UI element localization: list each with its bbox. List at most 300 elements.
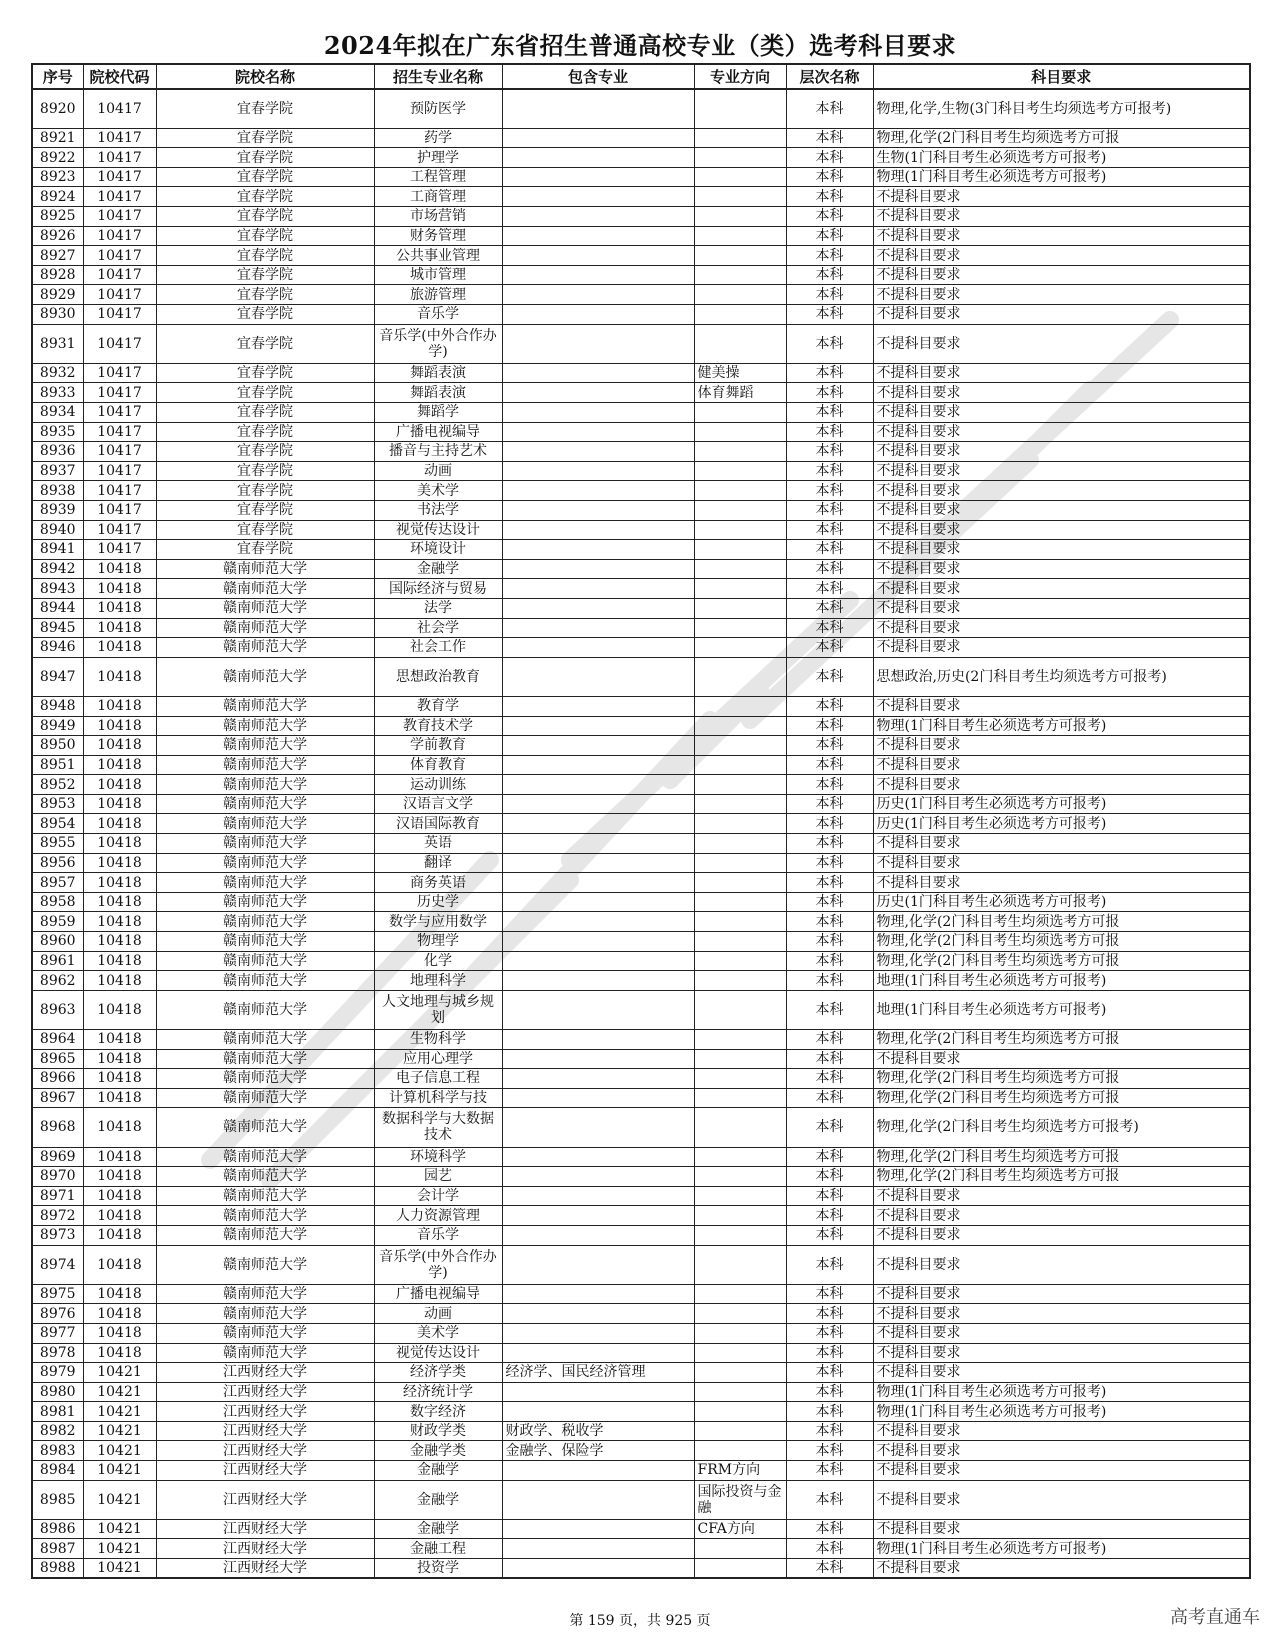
cell-level: 本科 (786, 1559, 873, 1579)
cell-school-code: 10417 (83, 540, 156, 560)
table-row (32, 305, 1250, 325)
cell-major-direction (694, 1225, 786, 1245)
cell-level: 本科 (786, 540, 873, 560)
cell-level: 本科 (786, 1539, 873, 1559)
cell-index: 8932 (32, 363, 83, 383)
cell-subject-requirement: 不提科目要求 (873, 324, 1250, 363)
cell-school-name: 赣南师范大学 (156, 1245, 374, 1284)
cell-school-name: 赣南师范大学 (156, 1069, 374, 1089)
cell-school-code: 10418 (83, 1323, 156, 1343)
cell-subject-requirement: 不提科目要求 (873, 540, 1250, 560)
cell-subject-requirement: 物理,化学(2门科目考生均须选考方可报 (873, 1069, 1250, 1089)
cell-included-majors (502, 1108, 694, 1147)
cell-school-name: 赣南师范大学 (156, 775, 374, 795)
cell-school-name: 宜春学院 (156, 520, 374, 540)
cell-included-majors (502, 1167, 694, 1187)
cell-school-name: 赣南师范大学 (156, 618, 374, 638)
cell-index: 8966 (32, 1069, 83, 1089)
cell-major-name: 学前教育 (374, 736, 502, 756)
cell-index: 8984 (32, 1461, 83, 1481)
cell-index: 8954 (32, 814, 83, 834)
cell-major-direction (694, 775, 786, 795)
cell-major-direction (694, 1284, 786, 1304)
cell-school-name: 赣南师范大学 (156, 1284, 374, 1304)
table-row (32, 1363, 1250, 1383)
cell-subject-requirement: 不提科目要求 (873, 834, 1250, 854)
cell-major-direction (694, 892, 786, 912)
cell-major-name: 教育学 (374, 696, 502, 716)
cell-level: 本科 (786, 207, 873, 227)
cell-included-majors (502, 579, 694, 599)
cell-school-code: 10418 (83, 696, 156, 716)
cell-included-majors (502, 540, 694, 560)
cell-school-code: 10418 (83, 932, 156, 952)
cell-included-majors (502, 990, 694, 1029)
cell-index: 8969 (32, 1147, 83, 1167)
cell-index: 8961 (32, 951, 83, 971)
cell-included-majors (502, 971, 694, 991)
cell-subject-requirement: 物理,化学(2门科目考生均须选考方可报 (873, 912, 1250, 932)
table-row (32, 1225, 1250, 1245)
cell-major-direction (694, 1559, 786, 1579)
table-row (32, 834, 1250, 854)
cell-major-direction (694, 1363, 786, 1383)
cell-major-name: 园艺 (374, 1167, 502, 1187)
table-row (32, 540, 1250, 560)
cell-major-name: 汉语国际教育 (374, 814, 502, 834)
cell-index: 8936 (32, 442, 83, 462)
cell-school-code: 10421 (83, 1461, 156, 1481)
table-row (32, 1030, 1250, 1050)
cell-included-majors (502, 128, 694, 148)
cell-level: 本科 (786, 873, 873, 893)
cell-major-direction (694, 873, 786, 893)
cell-included-majors (502, 1088, 694, 1108)
cell-level: 本科 (786, 775, 873, 795)
cell-included-majors (502, 755, 694, 775)
cell-level: 本科 (786, 1323, 873, 1343)
cell-included-majors (502, 265, 694, 285)
cell-subject-requirement: 物理(1门科目考生必须选考方可报考) (873, 167, 1250, 187)
cell-subject-requirement: 不提科目要求 (873, 1519, 1250, 1539)
table-row (32, 89, 1250, 128)
cell-index: 8958 (32, 892, 83, 912)
cell-index: 8964 (32, 1030, 83, 1050)
cell-major-name: 美术学 (374, 481, 502, 501)
cell-subject-requirement: 不提科目要求 (873, 1284, 1250, 1304)
cell-included-majors (502, 481, 694, 501)
cell-subject-requirement: 不提科目要求 (873, 1421, 1250, 1441)
cell-level: 本科 (786, 520, 873, 540)
cell-school-name: 赣南师范大学 (156, 892, 374, 912)
cell-school-name: 宜春学院 (156, 481, 374, 501)
cell-included-majors (502, 932, 694, 952)
table-row (32, 1206, 1250, 1226)
cell-included-majors (502, 1402, 694, 1422)
cell-included-majors (502, 363, 694, 383)
cell-school-code: 10417 (83, 128, 156, 148)
cell-level: 本科 (786, 226, 873, 246)
cell-level: 本科 (786, 1343, 873, 1363)
table-header-row (32, 64, 1250, 89)
cell-school-name: 赣南师范大学 (156, 1147, 374, 1167)
cell-school-name: 宜春学院 (156, 500, 374, 520)
cell-major-name: 视觉传达设计 (374, 520, 502, 540)
column-header-subject-requirement: 科目要求 (873, 64, 1250, 89)
cell-school-code: 10417 (83, 481, 156, 501)
cell-subject-requirement: 物理(1门科目考生必须选考方可报考) (873, 1539, 1250, 1559)
cell-school-name: 江西财经大学 (156, 1559, 374, 1579)
cell-index: 8927 (32, 246, 83, 266)
cell-school-code: 10418 (83, 971, 156, 991)
cell-school-code: 10417 (83, 442, 156, 462)
cell-major-name: 社会学 (374, 618, 502, 638)
cell-major-name: 视觉传达设计 (374, 1343, 502, 1363)
cell-major-direction (694, 128, 786, 148)
cell-index: 8970 (32, 1167, 83, 1187)
cell-level: 本科 (786, 618, 873, 638)
table-row (32, 422, 1250, 442)
cell-subject-requirement: 不提科目要求 (873, 775, 1250, 795)
cell-subject-requirement: 不提科目要求 (873, 1343, 1250, 1363)
cell-level: 本科 (786, 305, 873, 325)
cell-level: 本科 (786, 1461, 873, 1481)
cell-level: 本科 (786, 1147, 873, 1167)
cell-major-name: 地理科学 (374, 971, 502, 991)
cell-index: 8950 (32, 736, 83, 756)
cell-subject-requirement: 物理,化学,生物(3门科目考生均须选考方可报考) (873, 89, 1250, 128)
cell-school-code: 10418 (83, 775, 156, 795)
cell-level: 本科 (786, 1245, 873, 1284)
table-row (32, 148, 1250, 168)
cell-level: 本科 (786, 1049, 873, 1069)
cell-level: 本科 (786, 1030, 873, 1050)
cell-school-code: 10418 (83, 1049, 156, 1069)
table-row (32, 990, 1250, 1029)
cell-level: 本科 (786, 657, 873, 696)
cell-major-direction (694, 990, 786, 1029)
cell-subject-requirement: 不提科目要求 (873, 618, 1250, 638)
cell-school-code: 10417 (83, 187, 156, 207)
cell-major-name: 金融学 (374, 1519, 502, 1539)
cell-major-name: 计算机科学与技 (374, 1088, 502, 1108)
cell-included-majors (502, 89, 694, 128)
cell-included-majors (502, 834, 694, 854)
cell-school-name: 赣南师范大学 (156, 716, 374, 736)
table-row (32, 1402, 1250, 1422)
cell-subject-requirement: 不提科目要求 (873, 1049, 1250, 1069)
cell-level: 本科 (786, 383, 873, 403)
cell-subject-requirement: 不提科目要求 (873, 246, 1250, 266)
cell-index: 8962 (32, 971, 83, 991)
cell-major-direction (694, 1304, 786, 1324)
cell-school-name: 江西财经大学 (156, 1441, 374, 1461)
cell-included-majors (502, 1519, 694, 1539)
cell-level: 本科 (786, 1206, 873, 1226)
cell-major-name: 运动训练 (374, 775, 502, 795)
cell-index: 8978 (32, 1343, 83, 1363)
cell-included-majors (502, 246, 694, 266)
table-row (32, 1284, 1250, 1304)
cell-major-direction (694, 167, 786, 187)
cell-school-name: 赣南师范大学 (156, 1108, 374, 1147)
cell-school-name: 赣南师范大学 (156, 1323, 374, 1343)
cell-major-direction (694, 1323, 786, 1343)
cell-school-name: 宜春学院 (156, 363, 374, 383)
subject-requirements-table-container (31, 63, 1249, 1579)
cell-school-name: 赣南师范大学 (156, 990, 374, 1029)
cell-included-majors (502, 520, 694, 540)
cell-level: 本科 (786, 1304, 873, 1324)
cell-subject-requirement: 不提科目要求 (873, 1441, 1250, 1461)
cell-included-majors (502, 853, 694, 873)
cell-major-name: 数学与应用数学 (374, 912, 502, 932)
cell-major-name: 金融学 (374, 1461, 502, 1481)
cell-school-code: 10421 (83, 1421, 156, 1441)
cell-school-code: 10418 (83, 834, 156, 854)
cell-index: 8933 (32, 383, 83, 403)
cell-subject-requirement: 不提科目要求 (873, 363, 1250, 383)
cell-subject-requirement: 物理,化学(2门科目考生均须选考方可报 (873, 1088, 1250, 1108)
cell-school-code: 10417 (83, 422, 156, 442)
table-row (32, 383, 1250, 403)
table-row (32, 951, 1250, 971)
cell-major-name: 社会工作 (374, 638, 502, 658)
cell-school-code: 10417 (83, 89, 156, 128)
cell-major-name: 投资学 (374, 1559, 502, 1579)
cell-school-code: 10418 (83, 1088, 156, 1108)
cell-major-name: 体育教育 (374, 755, 502, 775)
cell-school-code: 10417 (83, 403, 156, 423)
cell-subject-requirement: 不提科目要求 (873, 442, 1250, 462)
cell-major-name: 广播电视编导 (374, 1284, 502, 1304)
table-row (32, 1167, 1250, 1187)
table-row (32, 1519, 1250, 1539)
cell-index: 8973 (32, 1225, 83, 1245)
cell-index: 8944 (32, 598, 83, 618)
cell-major-name: 音乐学 (374, 1225, 502, 1245)
cell-school-name: 宜春学院 (156, 128, 374, 148)
cell-major-direction (694, 638, 786, 658)
cell-major-name: 商务英语 (374, 873, 502, 893)
cell-subject-requirement: 不提科目要求 (873, 1559, 1250, 1579)
cell-included-majors: 财政学、税收学 (502, 1421, 694, 1441)
cell-index: 8974 (32, 1245, 83, 1284)
cell-index: 8985 (32, 1480, 83, 1519)
cell-included-majors (502, 1245, 694, 1284)
cell-major-direction (694, 834, 786, 854)
cell-major-name: 护理学 (374, 148, 502, 168)
cell-major-direction (694, 951, 786, 971)
cell-school-name: 赣南师范大学 (156, 1088, 374, 1108)
cell-index: 8967 (32, 1088, 83, 1108)
cell-included-majors (502, 1225, 694, 1245)
cell-level: 本科 (786, 1441, 873, 1461)
cell-major-direction (694, 1069, 786, 1089)
table-row (32, 207, 1250, 227)
cell-school-name: 宜春学院 (156, 148, 374, 168)
cell-major-direction (694, 618, 786, 638)
cell-school-name: 宜春学院 (156, 89, 374, 128)
cell-major-direction (694, 971, 786, 991)
cell-index: 8988 (32, 1559, 83, 1579)
cell-included-majors (502, 148, 694, 168)
cell-level: 本科 (786, 500, 873, 520)
cell-major-name: 工商管理 (374, 187, 502, 207)
cell-level: 本科 (786, 579, 873, 599)
cell-subject-requirement: 不提科目要求 (873, 500, 1250, 520)
cell-level: 本科 (786, 324, 873, 363)
column-header-school-code: 院校代码 (83, 64, 156, 89)
cell-major-direction: 健美操 (694, 363, 786, 383)
cell-included-majors (502, 696, 694, 716)
table-row (32, 1441, 1250, 1461)
cell-level: 本科 (786, 755, 873, 775)
cell-school-name: 宜春学院 (156, 403, 374, 423)
cell-school-name: 赣南师范大学 (156, 559, 374, 579)
cell-included-majors (502, 892, 694, 912)
cell-level: 本科 (786, 265, 873, 285)
cell-major-direction (694, 481, 786, 501)
cell-major-direction (694, 1441, 786, 1461)
cell-school-name: 宜春学院 (156, 167, 374, 187)
cell-included-majors (502, 1559, 694, 1579)
cell-school-name: 宜春学院 (156, 324, 374, 363)
cell-subject-requirement: 不提科目要求 (873, 853, 1250, 873)
table-body (32, 89, 1250, 1578)
cell-subject-requirement: 物理,化学(2门科目考生均须选考方可报考) (873, 1108, 1250, 1147)
cell-subject-requirement: 不提科目要求 (873, 1245, 1250, 1284)
cell-school-code: 10417 (83, 305, 156, 325)
cell-major-name: 音乐学(中外合作办学) (374, 1245, 502, 1284)
column-header-level: 层次名称 (786, 64, 873, 89)
cell-major-direction (694, 324, 786, 363)
cell-school-code: 10418 (83, 990, 156, 1029)
cell-index: 8960 (32, 932, 83, 952)
cell-major-direction (694, 814, 786, 834)
cell-level: 本科 (786, 187, 873, 207)
cell-included-majors (502, 716, 694, 736)
cell-major-name: 翻译 (374, 853, 502, 873)
cell-major-direction (694, 89, 786, 128)
cell-major-name: 金融学类 (374, 1441, 502, 1461)
cell-index: 8987 (32, 1539, 83, 1559)
cell-major-direction (694, 794, 786, 814)
cell-school-name: 宜春学院 (156, 265, 374, 285)
cell-level: 本科 (786, 167, 873, 187)
cell-included-majors (502, 422, 694, 442)
cell-included-majors (502, 1480, 694, 1519)
table-row (32, 1049, 1250, 1069)
table-row (32, 814, 1250, 834)
cell-included-majors (502, 1304, 694, 1324)
cell-major-name: 历史学 (374, 892, 502, 912)
cell-index: 8982 (32, 1421, 83, 1441)
cell-subject-requirement: 不提科目要求 (873, 265, 1250, 285)
cell-school-name: 江西财经大学 (156, 1519, 374, 1539)
cell-subject-requirement: 物理,化学(2门科目考生均须选考方可报 (873, 932, 1250, 952)
cell-school-name: 江西财经大学 (156, 1480, 374, 1519)
cell-level: 本科 (786, 1088, 873, 1108)
cell-major-name: 市场营销 (374, 207, 502, 227)
cell-major-direction (694, 187, 786, 207)
cell-major-direction: CFA方向 (694, 1519, 786, 1539)
cell-index: 8977 (32, 1323, 83, 1343)
cell-major-direction (694, 1421, 786, 1441)
cell-index: 8926 (32, 226, 83, 246)
cell-major-name: 财政学类 (374, 1421, 502, 1441)
cell-school-code: 10421 (83, 1519, 156, 1539)
cell-subject-requirement: 不提科目要求 (873, 481, 1250, 501)
cell-major-direction (694, 912, 786, 932)
cell-major-direction (694, 403, 786, 423)
cell-major-direction (694, 579, 786, 599)
cell-major-name: 电子信息工程 (374, 1069, 502, 1089)
cell-level: 本科 (786, 1519, 873, 1539)
cell-major-direction (694, 442, 786, 462)
column-header-included-majors: 包含专业 (502, 64, 694, 89)
cell-school-code: 10418 (83, 794, 156, 814)
cell-included-majors (502, 383, 694, 403)
cell-school-name: 江西财经大学 (156, 1382, 374, 1402)
cell-major-name: 金融学 (374, 1480, 502, 1519)
cell-level: 本科 (786, 814, 873, 834)
cell-major-name: 生物科学 (374, 1030, 502, 1050)
cell-school-name: 赣南师范大学 (156, 794, 374, 814)
cell-major-name: 经济统计学 (374, 1382, 502, 1402)
cell-school-name: 赣南师范大学 (156, 1049, 374, 1069)
cell-subject-requirement: 不提科目要求 (873, 1225, 1250, 1245)
cell-level: 本科 (786, 834, 873, 854)
cell-subject-requirement: 不提科目要求 (873, 383, 1250, 403)
cell-school-code: 10418 (83, 579, 156, 599)
table-row (32, 775, 1250, 795)
cell-index: 8942 (32, 559, 83, 579)
cell-level: 本科 (786, 363, 873, 383)
cell-school-code: 10418 (83, 1304, 156, 1324)
cell-school-code: 10418 (83, 1206, 156, 1226)
cell-subject-requirement: 不提科目要求 (873, 1206, 1250, 1226)
cell-school-name: 赣南师范大学 (156, 755, 374, 775)
cell-school-name: 江西财经大学 (156, 1539, 374, 1559)
cell-major-name: 环境设计 (374, 540, 502, 560)
table-row (32, 971, 1250, 991)
cell-level: 本科 (786, 1421, 873, 1441)
cell-level: 本科 (786, 853, 873, 873)
cell-school-code: 10421 (83, 1363, 156, 1383)
cell-school-name: 江西财经大学 (156, 1421, 374, 1441)
cell-index: 8981 (32, 1402, 83, 1422)
cell-school-code: 10418 (83, 853, 156, 873)
cell-school-name: 赣南师范大学 (156, 736, 374, 756)
cell-level: 本科 (786, 403, 873, 423)
table-row (32, 167, 1250, 187)
cell-included-majors (502, 403, 694, 423)
cell-index: 8948 (32, 696, 83, 716)
cell-major-name: 思想政治教育 (374, 657, 502, 696)
cell-index: 8928 (32, 265, 83, 285)
cell-major-direction (694, 657, 786, 696)
cell-level: 本科 (786, 481, 873, 501)
cell-school-code: 10418 (83, 892, 156, 912)
cell-major-direction (694, 148, 786, 168)
table-row (32, 324, 1250, 363)
page-title: 2024年拟在广东省招生普通高校专业（类）选考科目要求 (323, 31, 957, 60)
cell-major-direction (694, 1049, 786, 1069)
cell-school-code: 10421 (83, 1559, 156, 1579)
cell-major-direction (694, 736, 786, 756)
cell-school-name: 赣南师范大学 (156, 1030, 374, 1050)
